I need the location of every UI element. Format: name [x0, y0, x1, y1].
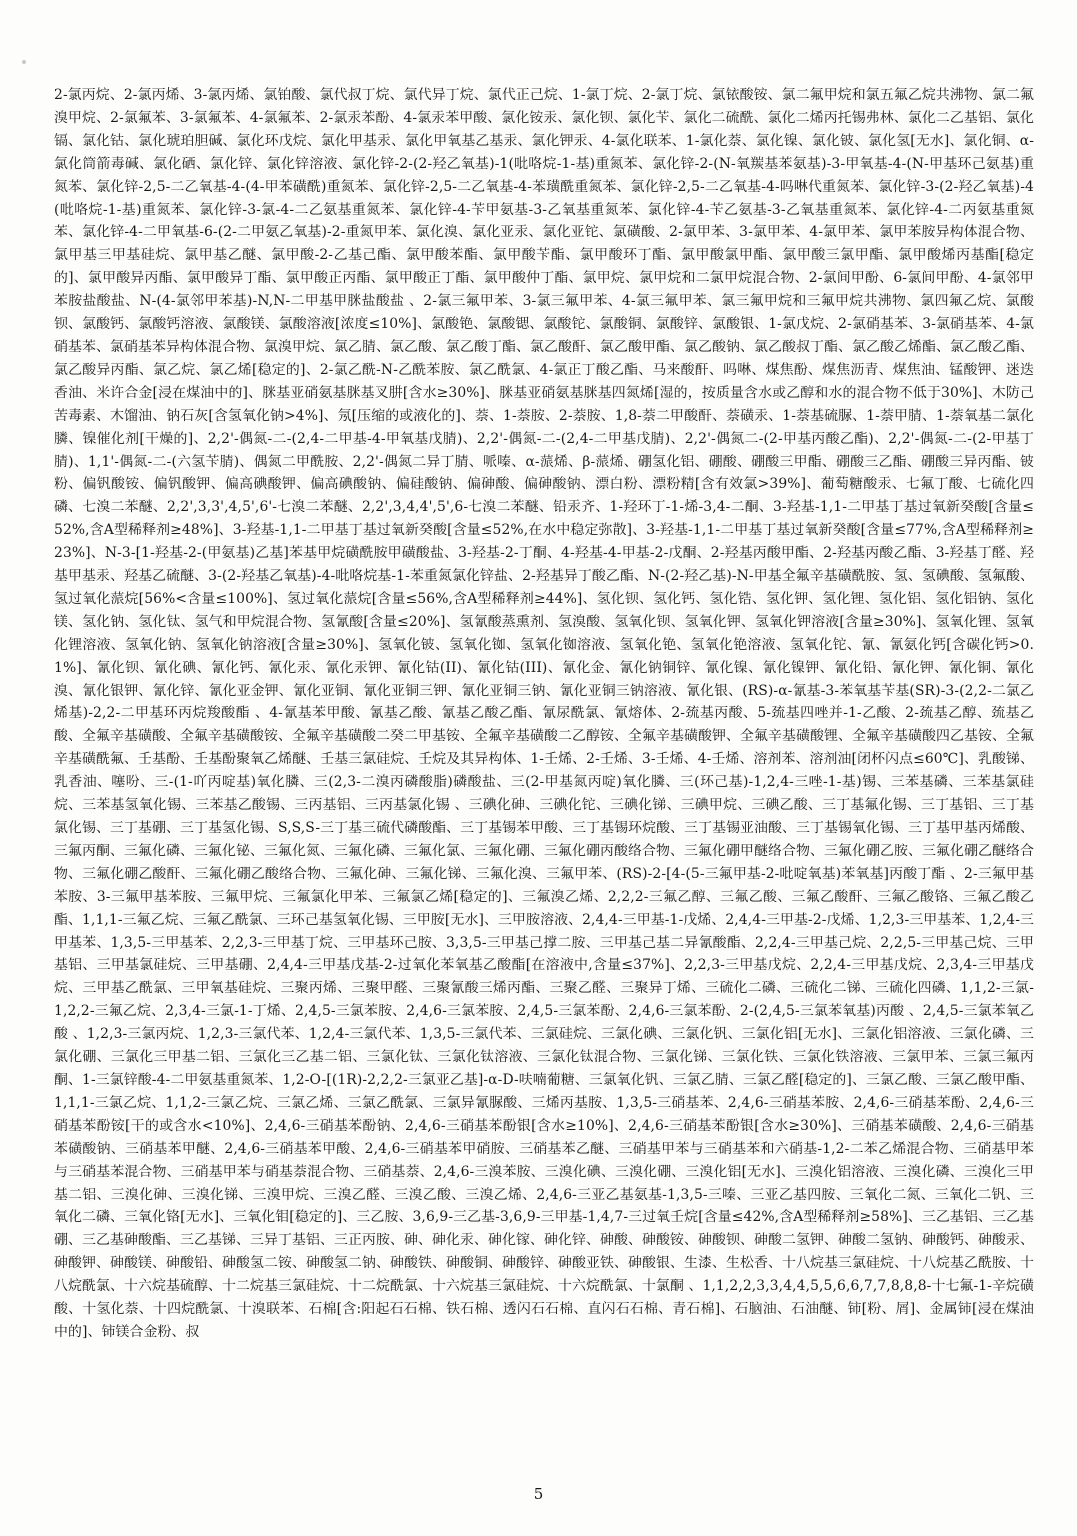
chemical-list-text: 2-氯丙烷、2-氯丙烯、3-氯丙烯、氯铂酸、氯代叔丁烷、氯代异丁烷、氯代正己烷、1-氯丁烷、2-氯丁烷、氯铱酸铵、氯二氟甲烷和氯五氟乙烷共沸物、氯二氟溴甲烷、2-氯氟苯、3-氯氟苯、4-氯氟苯、2-氯汞苯酚、4-氯汞苯甲酸、氯化铵汞、氯化钡、氯化苄、氯化二硫酰、氯化二烯丙托锡弗林、氯化二乙基铝、氯化镉、氯化钴、氯化琥珀胆碱、氯化环戊烷、氯化甲基汞、氯化甲氧基乙基汞、氯化钾汞、4-氯化联苯、1-氯化萘、氯化镍、氯化铍、氯化氢[无水]、氯化铜、α-氯化筒箭毒碱、氯化硒、氯化锌、氯化锌溶液、氯化锌-2-(2-羟乙氧基)-1(吡咯烷-1-基)重氮苯、氯化锌-2-(N-氧羰基苯氨基)-3-甲氧基-4-(N-甲基环己氨基)重氮苯、氯化锌-2,5-二乙氧基-4-(4-甲苯磺酰)重氮苯、氯化锌-2,5-二乙氧基-4-苯璜酰重氮苯、氯化锌-2,5-二乙氧基-4-吗啉代重氮苯、氯化锌-3-(2-羟乙氧基)-4(吡咯烷-1-基)重氮苯、氯化锌-3-氯-4-二乙氨基重氮苯、氯化锌-4-苄甲氨基-3-乙氧基重氮苯、氯化锌-4-苄乙氨基-3-乙氧基重氮苯、氯化锌-4-二丙氨基重氮苯、氯化锌-4-二甲氧基-6-(2-二甲氨乙氧基)-2-重氮甲苯、氯化溴、氯化亚汞、氯化亚铊、氯磺酸、2-氯甲苯、3-氯甲苯、4-氯甲苯、氯甲苯胺异构体混合物、氯甲基三甲基硅烷、氯甲基乙醚、氯甲酸-2-乙基己酯、氯甲酸苯酯、氯甲酸苄酯、氯甲酸环丁酯、氯甲酸氯甲酯、氯甲酸三氯甲酯、氯甲酸烯丙基酯[稳定的]、氯甲酸异丙酯、氯甲酸异丁酯、氯甲酸正丙酯、氯甲酸正丁酯、氯甲酸仲丁酯、氯甲烷、氯甲烷和二氯甲烷混合物、2-氯间甲酚、6-氯间甲酚、4-氯邻甲苯胺盐酸盐、N-(4-氯邻甲苯基)-N,N-二甲基甲脒盐酸盐 、2-氯三氟甲苯、3-氯三氟甲苯、4-氯三氟甲苯、氯三氟甲烷和三氟甲烷共沸物、氯四氟乙烷、氯酸钡、氯酸钙、氯酸钙溶液、氯酸镁、氯酸溶液[浓度≤10%]、氯酸铯、氯酸锶、氯酸铊、氯酸铜、氯酸锌、氯酸银、1-氯戊烷、2-氯硝基苯、3-氯硝基苯、4-氯硝基苯、氯硝基苯异构体混合物、氯溴甲烷、氯乙腈、氯乙酸、氯乙酸丁酯、氯乙酸酐、氯乙酸甲酯、氯乙酸钠、氯乙酸叔丁酯、氯乙酸乙烯酯、氯乙酸乙酯、氯乙酸异丙酯、氯乙烷、氯乙烯[稳定的]、2-氯乙酰-N-乙酰苯胺、氯乙酰氯、4-氯正丁酸乙酯、马来酸酐、吗啉、煤焦酚、煤焦沥青、煤焦油、锰酸钾、迷迭香油、米许合金[浸在煤油中的]、脒基亚硝氨基脒基叉肼[含水≥30%]、脒基亚硝氨基脒基四氮烯[湿的，按质量含水或乙醇和水的混合物不低于30%]、木防己苦毒素、木馏油、钠石灰[含氢氧化钠>4%]、氖[压缩的或液化的]、萘、1-萘胺、2-萘胺、1,8-萘二甲酸酐、萘磺汞、1-萘基硫脲、1-萘甲腈、1-萘氧基二氯化膦、镍催化剂[干燥的]、2,2'-偶氮-二-(2,4-二甲基-4-甲氧基戊腈)、2,2'-偶氮-二-(2,4-二甲基戊腈)、2,2'-偶氮二-(2-甲基丙酸乙酯)、2,2'-偶氮-二-(2-甲基丁腈)、1,1'-偶氮-二-(六氢苄腈)、偶氮二甲酰胺、2,2'-偶氮二异丁腈、哌嗪、α-蒎烯、β-蒎烯、硼氢化铝、硼酸、硼酸三甲酯、硼酸三乙酯、硼酸三异丙酯、铍粉、偏钒酸铵、偏钒酸钾、偏高碘酸钾、偏高碘酸钠、偏硅酸钠、偏砷酸、偏砷酸钠、漂白粉、漂粉精[含有效氯>39%]、葡萄糖酸汞、七氟丁酸、七硫化四磷、七溴二苯醚、2,2',3,3',4,5',6'-七溴二苯醚、2,2',3,4,4',5',6-七溴二苯醚、铅汞齐、1-羟环丁-1-烯-3,4-二酮、3-羟基-1,1-二甲基丁基过氧新癸酸[含量≤52%,含A型稀释剂≥48%]、3-羟基-1,1-二甲基丁基过氧新癸酸[含量≤52%,在水中稳定弥散]、3-羟基-1,1-二甲基丁基过氧新癸酸[含量≤77%,含A型稀释剂≥23%]、N-3-[1-羟基-2-(甲氨基)乙基]苯基甲烷磺酰胺甲磺酸盐、3-羟基-2-丁酮、4-羟基-4-甲基-2-戊酮、2-羟基丙酸甲酯、2-羟基丙酸乙酯、3-羟基丁醛、羟基甲基汞、羟基乙硫醚、3-(2-羟基乙氧基)-4-吡咯烷基-1-苯重氮氯化锌盐、2-羟基异丁酸乙酯、N-(2-羟乙基)-N-甲基全氟辛基磺酰胺、氢、氢碘酸、氢氟酸、氢过氧化蒎烷[56%<含量≤100%]、氢过氧化蒎烷[含量≤56%,含A型稀释剂≥44%]、氢化钡、氢化钙、氢化锆、氢化钾、氢化锂、氢化铝、氢化铝钠、氢化镁、氢化钠、氢化钛、氢气和甲烷混合物、氢氰酸[含量≤20%]、氢氰酸蒸熏剂、氢溴酸、氢氧化钡、氢氧化钾、氢氧化钾溶液[含量≥30%]、氢氧化锂、氢氧化锂溶液、氢氧化钠、氢氧化钠溶液[含量≥30%]、氢氧化铍、氢氧化铷、氢氧化铷溶液、氢氧化铯、氢氧化铯溶液、氢氧化铊、氰、氰氨化钙[含碳化钙>0.1%]、氰化钡、氰化碘、氰化钙、氰化汞、氰化汞钾、氰化钴(II)、氰化钴(III)、氰化金、氰化钠铜锌、氰化镍、氰化镍钾、氰化铅、氰化钾、氰化铜、氰化溴、氰化银钾、氰化锌、氰化亚金钾、氰化亚铜、氰化亚铜三钾、氰化亚铜三钠、氰化亚铜三钠溶液、氰化银、(RS)-α-氰基-3-苯氧基苄基(SR)-3-(2,2-二氯乙烯基)-2,2-二甲基环丙烷羧酸酯 、4-氰基苯甲酸、氰基乙酸、氰基乙酸乙酯、氰尿酰氯、氰熔体、2-巯基丙酸、5-巯基四唑并-1-乙酸、2-巯基乙醇、巯基乙酸、全氟辛基磺酸、全氟辛基磺酸铵、全氟辛基磺酸二癸二甲基铵、全氟辛基磺酸二乙醇铵、全氟辛基磺酸钾、全氟辛基磺酸锂、全氟辛基磺酸四乙基铵、全氟辛基磺酰氟、壬基酚、壬基酚聚氧乙烯醚、壬基三氯硅烷、壬烷及其异构体、1-壬烯、2-壬烯、3-壬烯、4-壬烯、溶剂苯、溶剂油[闭杯闪点≤60℃]、乳酸锑、乳香油、噻吩、三-(1-吖丙啶基)氧化膦、三(2,3-二溴丙磷酸脂)磷酸盐、三(2-甲基氮丙啶)氧化膦、三(环己基)-1,2,4-三唑-1-基)锡、三苯基磷、三苯基氯硅烷、三苯基氢氧化锡、三苯基乙酸锡、三丙基铝、三丙基氯化锡 、三碘化砷、三碘化铊、三碘化锑、三碘甲烷、三碘乙酸、三丁基氟化锡、三丁基铝、三丁基氯化锡、三丁基硼、三丁基氢化锡、S,S,S-三丁基三硫代磷酸酯、三丁基锡苯甲酸、三丁基锡环烷酸、三丁基锡亚油酸、三丁基锡氧化锡、三丁基甲基丙烯酸、三氟丙酮、三氟化磷、三氟化铋、三氟化氮、三氟化磷、三氟化氯、三氟化硼、三氟化硼丙酸络合物、三氟化硼甲醚络合物、三氟化硼乙胺、三氟化硼乙醚络合物、三氟化硼乙酸酐、三氟化硼乙酸络合物、三氟化砷、三氟化锑、三氟化溴、三氟甲苯、(RS)-2-[4-(5-三氟甲基-2-吡啶氧基)苯氧基]丙酸丁酯 、2-三氟甲基苯胺、3-三氟甲基苯胺、三氟甲烷、三氟氯化甲苯、三氟氯乙烯[稳定的]、三氟溴乙烯、2,2,2-三氟乙醇、三氟乙酸、三氟乙酸酐、三氟乙酸铬、三氟乙酸乙酯、1,1,1-三氟乙烷、三氟乙酰氯、三环己基氢氧化锡、三甲胺[无水]、三甲胺溶液、2,4,4-三甲基-1-戊烯、2,4,4-三甲基-2-戊烯、1,2,3-三甲基苯、1,2,4-三甲基苯、1,3,5-三甲基苯、2,2,3-三甲基丁烷、三甲基环己胺、3,3,5-三甲基己撑二胺、三甲基己基二异氰酸酯、2,2,4-三甲基己烷、2,2,5-三甲基己烷、三甲基铝、三甲基氯硅烷、三甲基硼、2,4,4-三甲基戊基-2-过氧化苯氧基乙酸酯[在溶液中,含量≤37%]、2,2,3-三甲基戊烷、2,2,4-三甲基戊烷、2,3,4-三甲基戊烷、三甲基乙酰氯、三甲氧基硅烷、三聚丙烯、三聚甲醛、三聚氰酸三烯丙酯、三聚乙醛、三聚异丁烯、三硫化二磷、三硫化二锑、三硫化四磷、1,1,2-三氯-1,2,2-三氟乙烷、2,3,4-三氯-1-丁烯、2,4,5-三氯苯胺、2,4,6-三氯苯胺、2,4,5-三氯苯酚、2,4,6-三氯苯酚、2-(2,4,5-三氯苯氧基)丙酸 、2,4,5-三氯苯氧乙酸 、1,2,3-三氯丙烷、1,2,3-三氯代苯、1,2,4-三氯代苯、1,3,5-三氯代苯、三氯硅烷、三氯化碘、三氯化钒、三氯化铝[无水]、三氯化铝溶液、三氯化磷、三氯化硼、三氯化三甲基二铝、三氯化三乙基二铝、三氯化钛、三氯化钛溶液、三氯化钛混合物、三氯化锑、三氯化铁、三氯化铁溶液、三氯甲苯、三氯三氟丙酮、1-三氯锌酸-4-二甲氨基重氮苯、1,2-O-[(1R)-2,2,2-三氯亚乙基]-α-D-呋喃葡糖、三氯氧化钒、三氯乙腈、三氯乙醛[稳定的]、三氯乙酸、三氯乙酸甲酯、1,1,1-三氯乙烷、1,1,2-三氯乙烷、三氯乙烯、三氯乙酰氯、三氯异氰脲酸、三烯丙基胺、1,3,5-三硝基苯、2,4,6-三硝基苯胺、2,4,6-三硝基苯酚、2,4,6-三硝基苯酚铵[干的或含水<10%]、2,4,6-三硝基苯酚钠、2,4,6-三硝基苯酚银[含水≥10%]、2,4,6-三硝基苯酚银[含水≥30%]、三硝基苯磺酸、2,4,6-三硝基苯磺酸钠、三硝基苯甲醚、2,4,6-三硝基苯甲酸、2,4,6-三硝基苯甲硝胺、三硝基苯乙醚、三硝基甲苯与三硝基苯和六硝基-1,2-二苯乙烯混合物、三硝基甲苯与三硝基苯混合物、三硝基甲苯与硝基萘混合物、三硝基萘、2,4,6-三溴苯胺、三溴化碘、三溴化硼、三溴化铝[无水]、三溴化铝溶液、三溴化磷、三溴化三甲基二铝、三溴化砷、三溴化锑、三溴甲烷、三溴乙醛、三溴乙酸、三溴乙烯、2,4,6-三亚乙基氨基-1,3,5-三嗪、三亚乙基四胺、三氧化二氮、三氧化二钒、三氧化二磷、三氧化铬[无水]、三氧化钼[稳定的]、三乙胺、3,6,9-三乙基-3,6,9-三甲基-1,4,7-三过氧壬烷[含量≤42%,含A型稀释剂≥58%]、三乙基铝、三乙基硼、三乙基砷酸酯、三乙基锑、三异丁基铝、三正丙胺、砷、砷化汞、砷化镓、砷化锌、砷酸、砷酸铵、砷酸钡、砷酸二氢钾、砷酸二氢钠、砷酸钙、砷酸汞、砷酸钾、砷酸镁、砷酸铅、砷酸氢二铵、砷酸氢二钠、砷酸铁、砷酸铜、砷酸锌、砷酸亚铁、砷酸银、生漆、生松香、十八烷基三氯硅烷、十八烷基乙酰胺、十八烷酰氯、十六烷基硫醇、十二烷基三氯硅烷、十二烷酰氯、十六烷基三氯硅烷、十六烷酰氯、十氯酮 、1,1,2,2,3,3,4,4,5,5,6,6,7,7,8,8,8-十七氟-1-辛烷磺酸、十氢化萘、十四烷酰氯、十溴联苯、石棉[含:阳起石石棉、铁石棉、透闪石石棉、直闪石石棉、青石棉]、石脑油、石油醚、铈[粉、屑]、金属铈[浸在煤油中的]、铈镁合金粉、叔 [54, 87, 1034, 1340]
scan-speck [22, 60, 26, 64]
page-number: 5 [533, 1485, 544, 1503]
